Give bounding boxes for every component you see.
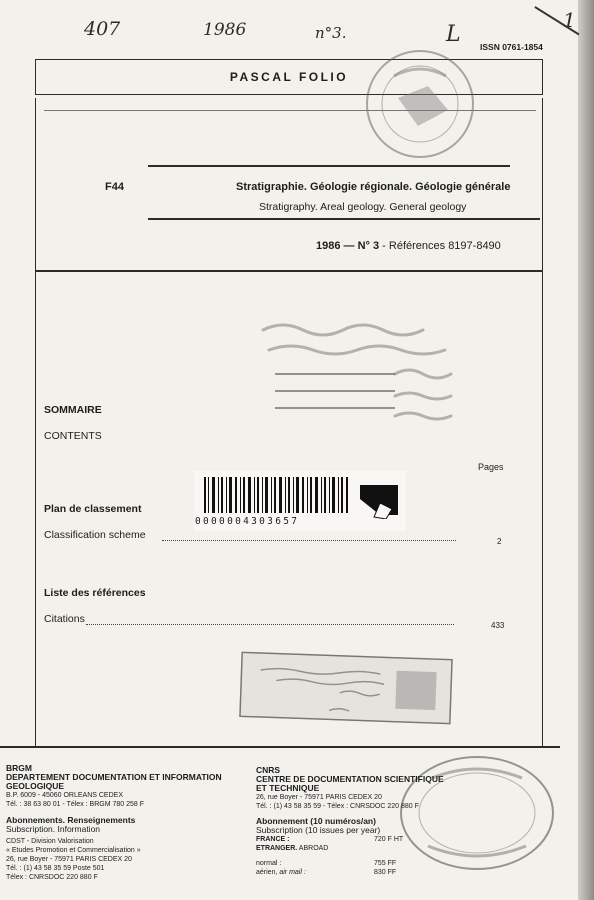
cnrs-org: CNRS: [256, 765, 281, 775]
normal-price: 755 FF: [374, 860, 397, 867]
classification-subheading: Classification scheme: [44, 529, 146, 541]
subscription-subheading: Subscription (10 issues per year): [256, 825, 381, 835]
subject-english: Stratigraphy. Areal geology. General geology: [259, 201, 467, 213]
top-rule: [44, 110, 536, 111]
air-label: aérien,: [256, 869, 278, 876]
abroad-english: ABROAD: [298, 845, 329, 852]
handwritten-note-year: 1986: [203, 20, 247, 40]
france-price: 720 F HT: [374, 836, 404, 843]
subscriptions-subheading: Subscription. Information: [6, 824, 101, 834]
footer-left: [6, 764, 251, 882]
brgm-dept-line1: DEPARTEMENT DOCUMENTATION ET INFORMATION: [6, 772, 222, 782]
price-france-row: [256, 835, 486, 844]
cnrs-centre-line2: ET TECHNIQUE: [256, 783, 320, 793]
receipt-stamp-graphic: [239, 651, 453, 724]
page-binding-shadow: [578, 0, 594, 900]
subscriptions-heading: Abonnements. Renseignements: [6, 815, 136, 825]
citations-dot-leader: [86, 624, 454, 625]
cnrs-centre-line1: CENTRE DE DOCUMENTATION SCIENTIFIQUE: [256, 774, 444, 784]
publication-title: PASCAL FOLIO: [229, 70, 349, 84]
header-bottom-rule: [35, 270, 542, 272]
section-code: F44: [105, 181, 124, 193]
classification-dot-leader: [162, 540, 456, 541]
handwritten-note-number: n°3.: [315, 24, 347, 42]
barcode-number: 0000004303657: [195, 516, 300, 527]
classification-heading: Plan de classement: [44, 503, 142, 515]
subject-rule-bottom: [148, 218, 540, 220]
price-normal-row: [256, 859, 486, 868]
air-english: air mail :: [279, 869, 306, 876]
subject-french: Stratigraphie. Géologie régionale. Géologie générale: [236, 181, 511, 193]
subject-rule-top: [148, 165, 510, 167]
brgm-address: B.P. 6009 - 45060 ORLEANS CEDEX: [6, 792, 123, 799]
issue-line: [316, 240, 501, 252]
cdst-line1: CDST - Division Valorisation: [6, 838, 94, 845]
pages-column-label: Pages: [478, 462, 504, 472]
barcode-icon: [194, 471, 406, 519]
cnrs-address: 26, rue Boyer - 75971 PARIS CEDEX 20: [256, 794, 382, 801]
rectangular-receipt-stamp: [239, 651, 453, 724]
issn-label: ISSN 0761-1854: [480, 42, 543, 52]
france-label: FRANCE :: [256, 836, 290, 843]
handwritten-note-page: 1: [563, 8, 576, 32]
air-price: 830 FF: [374, 869, 397, 876]
handwritten-note-407: 407: [84, 18, 121, 40]
cnrs-phone: Tél. : (1) 43 58 35 59 - Télex : CNRSDOC 220 880 F: [256, 803, 419, 810]
price-air-row: [256, 868, 486, 877]
citations-page: 433: [491, 621, 505, 630]
arabic-stamp-graphic: [255, 316, 485, 431]
normal-label: normal :: [256, 860, 282, 867]
cdst-line2: « Etudes Promotion et Commercialisation »: [6, 847, 141, 854]
barcode-logo-icon: [360, 485, 398, 519]
cdst-line5: Télex : CNRSDOC 220 880 F: [6, 874, 98, 881]
subscription-heading: Abonnement (10 numéros/an): [256, 816, 376, 826]
abroad-row: [256, 844, 486, 853]
citations-subheading: Citations: [44, 613, 85, 625]
brgm-org: BRGM: [6, 763, 32, 773]
arabic-institution-stamp: [255, 316, 485, 431]
brgm-phone: Tél. : 38 63 80 01 - Télex : BRGM 780 258 F: [6, 801, 144, 808]
references-heading: Liste des références: [44, 587, 146, 599]
cdst-line4: Tél. : (1) 43 58 35 59 Poste 501: [6, 865, 105, 872]
handwritten-note-letter: L: [446, 22, 461, 47]
cdst-line3: 26, rue Boyer - 75971 PARIS CEDEX 20: [6, 856, 132, 863]
footer-right: [256, 766, 486, 877]
issue-year-number: 1986 — N° 3: [316, 240, 380, 252]
issue-references: - Références 8197-8490: [379, 240, 501, 252]
classification-page: 2: [497, 537, 502, 546]
abroad-label: ETRANGER.: [256, 845, 298, 852]
contents-heading: CONTENTS: [44, 430, 102, 442]
footer-rule: [0, 746, 560, 748]
sommaire-heading: SOMMAIRE: [44, 404, 102, 416]
brgm-dept-line2: GEOLOGIQUE: [6, 781, 65, 791]
